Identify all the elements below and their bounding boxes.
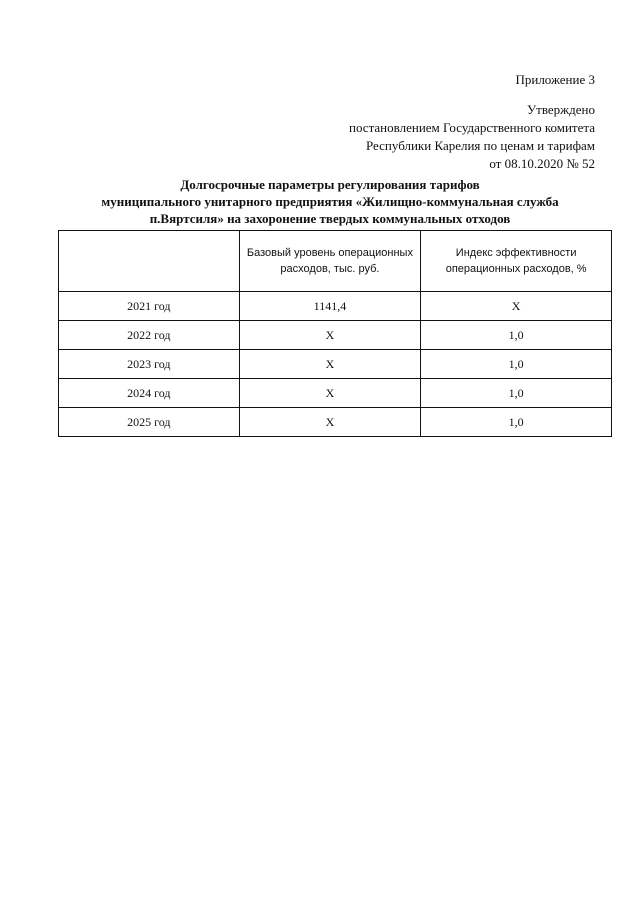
cell-base-level: Х bbox=[239, 321, 421, 350]
cell-efficiency-index: 1,0 bbox=[421, 379, 612, 408]
cell-year: 2025 год bbox=[59, 408, 240, 437]
cell-base-level: 1141,4 bbox=[239, 292, 421, 321]
cell-efficiency-index: 1,0 bbox=[421, 408, 612, 437]
table-row bbox=[59, 379, 612, 408]
cell-efficiency-index: 1,0 bbox=[421, 350, 612, 379]
cell-efficiency-index: Х bbox=[421, 292, 612, 321]
column-header-efficiency-index-text: Индекс эффективности операционных расходов, % bbox=[445, 247, 587, 275]
title-line: п.Вяртсиля» на захоронение твердых коммунальных отходов bbox=[149, 211, 511, 226]
approval-block bbox=[349, 101, 595, 173]
cell-year: 2024 год bbox=[59, 379, 240, 408]
title-line: муниципального унитарного предприятия «Жилищно-коммунальная служба bbox=[101, 194, 559, 209]
table-row bbox=[59, 350, 612, 379]
column-header-period bbox=[59, 231, 240, 292]
document-title bbox=[60, 176, 600, 227]
column-header-efficiency-index bbox=[421, 231, 612, 292]
table-row bbox=[59, 408, 612, 437]
cell-year: 2023 год bbox=[59, 350, 240, 379]
cell-base-level: Х bbox=[239, 379, 421, 408]
cell-base-level: Х bbox=[239, 408, 421, 437]
table-row bbox=[59, 292, 612, 321]
approval-line: Утверждено bbox=[526, 102, 595, 117]
cell-base-level: Х bbox=[239, 350, 421, 379]
title-line: Долгосрочные параметры регулирования тарифов bbox=[180, 177, 480, 192]
approval-line: постановлением Государственного комитета bbox=[349, 120, 595, 135]
approval-line: Республики Карелия по ценам и тарифам bbox=[365, 138, 595, 153]
cell-year: 2022 год bbox=[59, 321, 240, 350]
appendix-label: Приложение 3 bbox=[515, 72, 595, 87]
cell-year: 2021 год bbox=[59, 292, 240, 321]
column-header-base-level-text: Базовый уровень операционных расходов, тыс. руб. bbox=[246, 247, 413, 275]
cell-efficiency-index: 1,0 bbox=[421, 321, 612, 350]
parameters-table bbox=[58, 230, 612, 437]
approval-date-line: от 08.10.2020 № 52 bbox=[489, 156, 595, 171]
table-header-row bbox=[59, 231, 612, 292]
column-header-base-level bbox=[239, 231, 421, 292]
table-row bbox=[59, 321, 612, 350]
